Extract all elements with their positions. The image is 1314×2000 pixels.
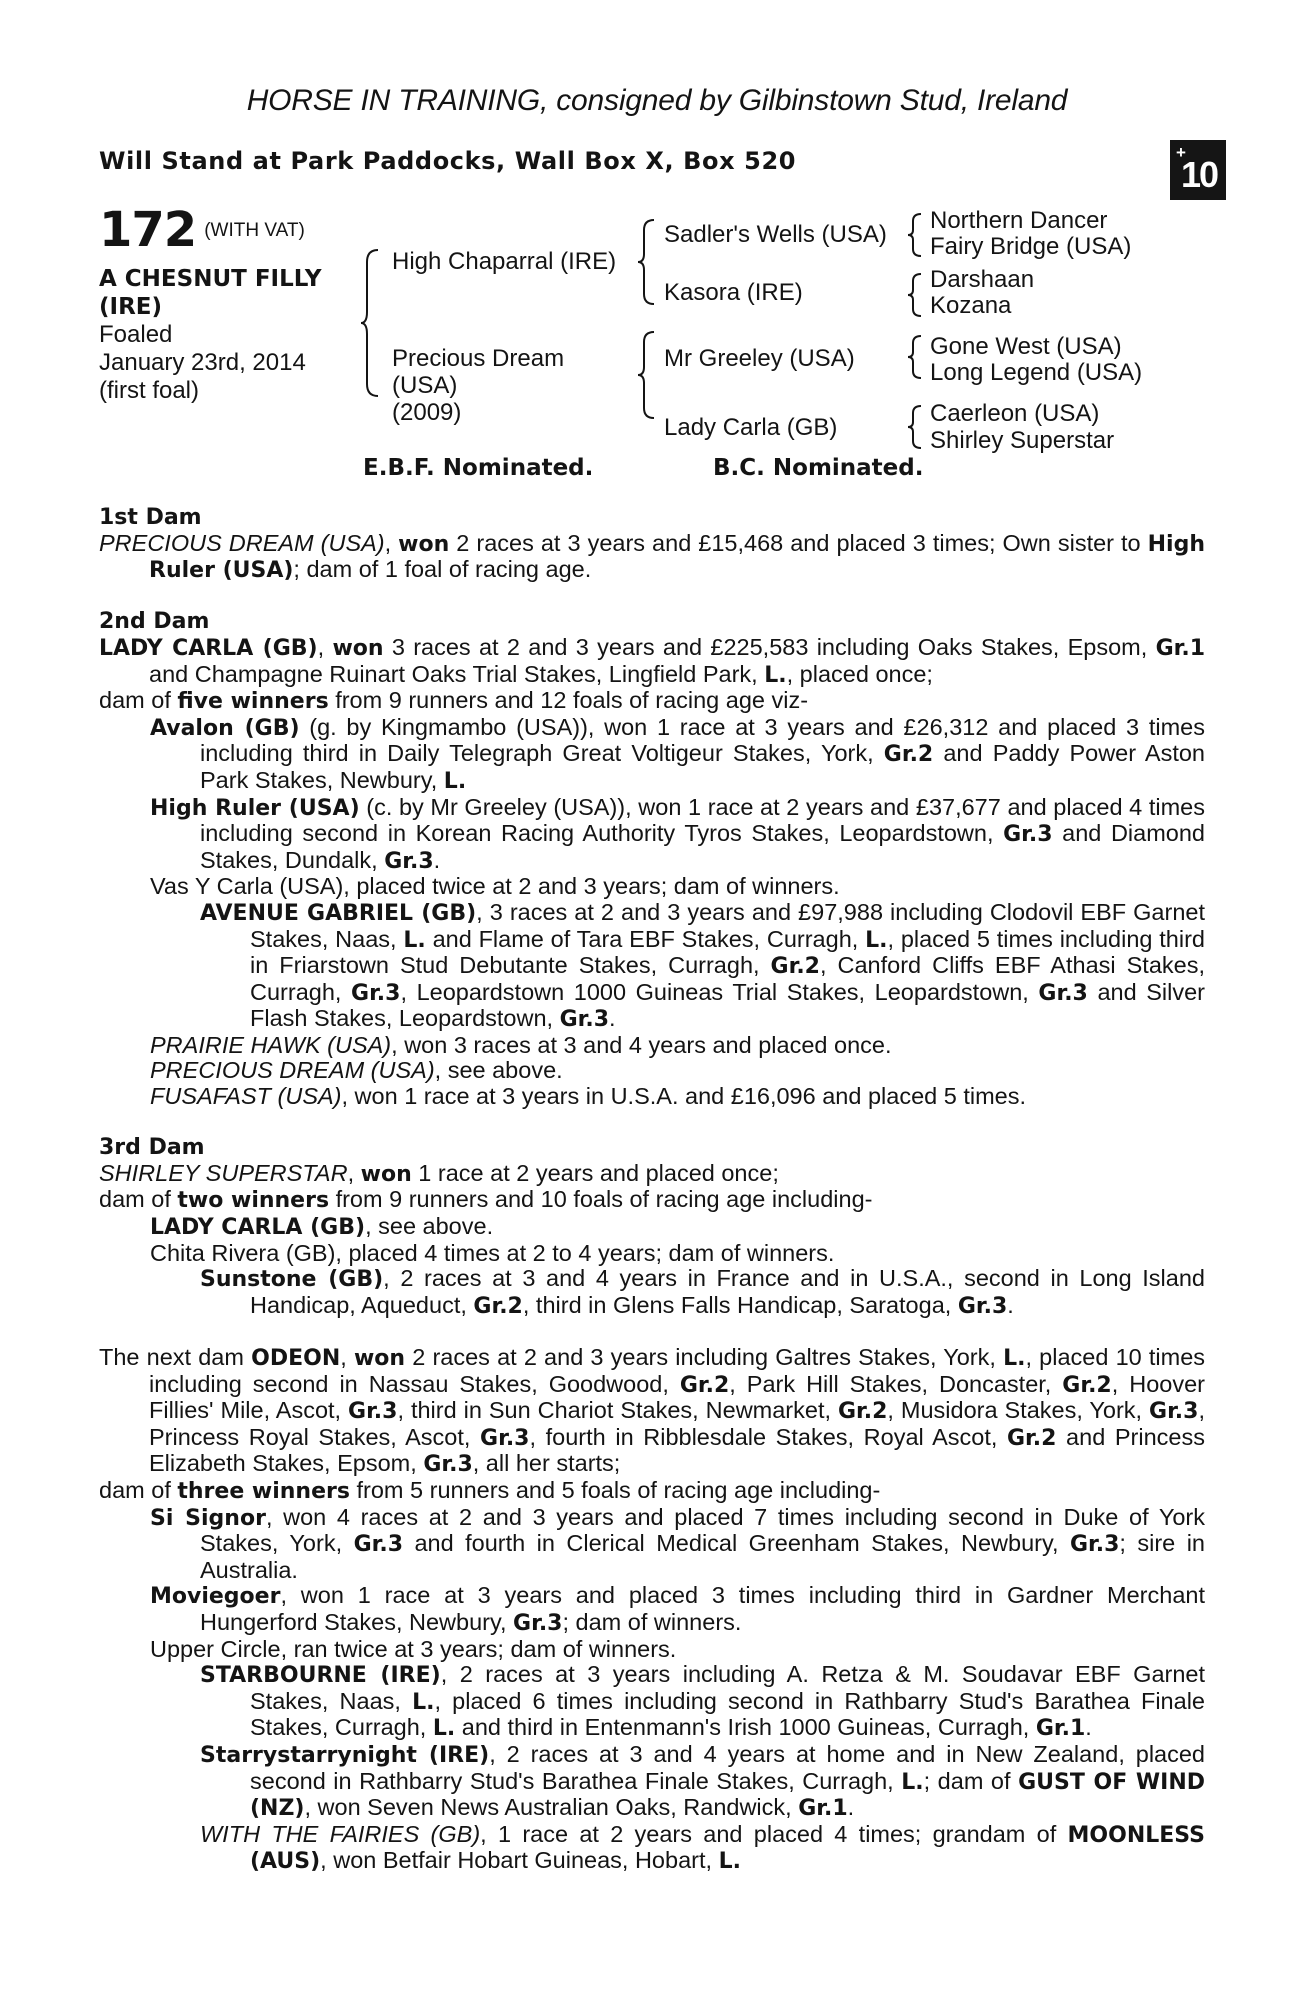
text-run: Moviegoer	[150, 1584, 281, 1610]
produce-high-ruler	[99, 795, 1205, 875]
pedigree-brace-sd	[906, 272, 924, 318]
pedigree-dam-sire: Mr Greeley (USA)	[664, 345, 855, 372]
pedigree-ssd: Fairy Bridge (USA)	[930, 233, 1132, 260]
text-run: Gr.3	[353, 1532, 403, 1558]
text-run: Si Signor	[150, 1505, 266, 1531]
text-run: 3 races at 2 and 3 years and £225,583 including Oaks Stakes, Epsom,	[383, 633, 1156, 660]
text-run: Gr.3	[1003, 822, 1053, 848]
produce-precious-dream	[99, 1058, 1205, 1084]
second-dam-heading: 2nd Dam	[99, 609, 210, 635]
text-run: L.	[443, 768, 467, 794]
text-run: L.	[432, 1716, 456, 1742]
text-run: , 2 races at 3 and 4 years at home and in New Zealand, placed second in Rathbarry Stud's Barathea Finale Stakes, Curragh,	[250, 1740, 1206, 1794]
pedigree-dam-line2: (USA)	[392, 372, 458, 399]
text-run: L.	[901, 1769, 924, 1795]
pedigree-sdd: Kozana	[930, 292, 1012, 319]
stand-location: Will Stand at Park Paddocks, Wall Box X, Box 520	[99, 147, 797, 175]
text-run: Gr.3	[480, 1425, 530, 1451]
produce-si-signor	[99, 1505, 1205, 1584]
next-dam-produce-summary	[99, 1478, 1205, 1505]
badge-plus: +	[1176, 143, 1186, 162]
text-run: and Flame of Tara EBF Stakes, Curragh,	[425, 925, 866, 952]
second-dam-entry	[99, 635, 1205, 688]
text-run: Gr.3	[423, 1452, 473, 1478]
text-run: from 9 runners and 12 foals of racing age viz-	[328, 687, 809, 714]
text-run: Gr.2	[837, 1399, 888, 1425]
first-dam-entry	[99, 531, 1205, 584]
pedigree-brace-dam	[636, 330, 658, 420]
text-run: Gr.3	[559, 1007, 610, 1033]
produce-fusafast	[99, 1084, 1205, 1110]
text-run: ,	[347, 1159, 361, 1186]
text-run: won	[360, 1161, 412, 1187]
third-dam-heading: 3rd Dam	[99, 1135, 205, 1161]
ebf-nominated: E.B.F. Nominated.	[363, 455, 594, 481]
text-run: three winners	[177, 1478, 350, 1504]
text-run: Gr.3	[957, 1293, 1008, 1319]
text-run: ,	[317, 633, 333, 660]
pedigree-sire: High Chaparral (IRE)	[392, 248, 617, 275]
text-run: and fourth in Clerical Medical Greenham Stakes, Newbury,	[403, 1530, 1070, 1557]
text-run: High Ruler (USA)	[149, 531, 1205, 584]
text-run: L.	[412, 1689, 435, 1715]
foaled-date: January 23rd, 2014	[99, 349, 306, 376]
pedigree-brace-sire	[636, 218, 658, 306]
text-run: .	[1085, 1714, 1092, 1741]
pedigree-dam-dam: Lady Carla (GB)	[664, 414, 838, 441]
text-run: Gr.3	[348, 1399, 398, 1425]
text-run: (g. by Kingmambo (USA)), won 1 race at 3 years and £26,312 and placed 3 times including third in Daily Telegraph Great Voltigeur Stakes, York,	[200, 713, 1205, 767]
text-run: , fourth in Ribblesdale Stakes, Royal Ascot,	[529, 1423, 1007, 1450]
text-run: , 2 races at 3 years including A. Retza & M. Soudavar EBF Garnet Stakes, Naas,	[250, 1661, 1206, 1714]
text-run: , won Betfair Hobart Guineas, Hobart,	[320, 1847, 719, 1874]
bc-nominated: B.C. Nominated.	[713, 455, 924, 481]
text-run: and third in Entenmann's Irish 1000 Guineas, Curragh,	[455, 1714, 1036, 1741]
text-run: MOONLESS (AUS)	[250, 1822, 1205, 1875]
text-run: , won 3 races at 3 and 4 years and placed once.	[391, 1031, 892, 1058]
third-dam-produce-summary	[99, 1187, 1205, 1214]
produce-starbourne	[99, 1662, 1205, 1742]
text-run: Gr.2	[473, 1293, 523, 1319]
pedigree-sire-sire: Sadler's Wells (USA)	[664, 221, 887, 248]
pedigree-dds: Caerleon (USA)	[930, 400, 1100, 427]
text-run: 1 race at 2 years and placed once;	[411, 1159, 779, 1186]
text-run: PRAIRIE HAWK (USA)	[150, 1031, 392, 1058]
text-run: Gr.3	[351, 980, 401, 1006]
text-run: , Leopardstown 1000 Guineas Trial Stakes, Leopardstown,	[400, 978, 1039, 1005]
text-run: ; dam of	[923, 1767, 1019, 1794]
text-run: Gr.3	[1149, 1399, 1199, 1425]
text-run: , all her starts;	[472, 1450, 621, 1477]
text-run: , third in Sun Chariot Stakes, Newmarket,	[397, 1397, 838, 1424]
text-run: , won Seven News Australian Oaks, Randwick,	[304, 1794, 799, 1821]
pedigree-brace-dd	[906, 404, 924, 450]
text-run: Vas Y Carla (USA), placed twice at 2 and 3 years; dam of winners.	[150, 873, 840, 900]
text-run: STARBOURNE (IRE)	[200, 1663, 441, 1689]
first-dam-heading: 1st Dam	[99, 505, 202, 530]
text-run: and Paddy Power Aston Park Stakes, Newbury,	[200, 740, 1205, 793]
badge-number: 10	[1181, 154, 1218, 195]
foal-note: (first foal)	[99, 377, 200, 404]
text-run: , Musidora Stakes, York,	[887, 1397, 1150, 1424]
produce-vas-y-carla	[99, 874, 1205, 900]
text-run: Gr.2	[770, 954, 820, 980]
text-run: ; sire in Australia.	[200, 1530, 1205, 1583]
text-run: , won 1 race at 3 years in U.S.A. and £16,096 and placed 5 times.	[341, 1083, 1027, 1110]
text-run: PRECIOUS DREAM (USA)	[150, 1057, 435, 1084]
text-run: and Silver Flash Stakes, Leopardstown,	[250, 978, 1205, 1032]
text-run: , won 1 race at 3 years and placed 3 times including third in Gardner Merchant Hungerford Stakes, Newbury,	[200, 1582, 1205, 1635]
pedigree-dam	[392, 345, 564, 426]
text-run: Starrystarrynight (IRE)	[200, 1742, 490, 1768]
text-run: .	[433, 846, 441, 873]
produce-sunstone	[99, 1266, 1205, 1319]
pedigree-dsd: Long Legend (USA)	[930, 359, 1143, 386]
text-run: High Ruler (USA)	[150, 795, 360, 821]
text-run: , placed 6 times including second in Rathbarry Stud's Barathea Finale Stakes, Curragh,	[250, 1687, 1205, 1741]
text-run: from 5 runners and 5 foals of racing age including-	[349, 1476, 881, 1503]
text-run: , Canford Cliffs EBF Athasi Stakes, Curragh,	[250, 952, 1205, 1005]
horse-description-line1: A CHESNUT FILLY	[99, 266, 322, 292]
pedigree-brace-main	[360, 248, 384, 398]
pedigree-sss: Northern Dancer	[930, 207, 1108, 234]
text-run: ; dam of winners.	[562, 1608, 742, 1635]
text-run: , placed once;	[786, 660, 933, 687]
text-run: dam of	[99, 1476, 178, 1503]
pedigree-dam-line1: Precious Dream	[392, 345, 565, 372]
third-dam-entry	[99, 1161, 1205, 1188]
next-dam-entry	[99, 1345, 1205, 1478]
text-run: L.	[764, 662, 787, 688]
text-run: and Champagne Ruinart Oaks Trial Stakes, Lingfield Park,	[149, 660, 765, 687]
text-run: L.	[865, 927, 888, 953]
text-run: Gr.1	[798, 1796, 848, 1822]
produce-chita-rivera	[99, 1241, 1205, 1267]
text-run: 2 races at 2 and 3 years including Galtres Stakes, York,	[405, 1344, 1004, 1370]
pedigree-sire-dam: Kasora (IRE)	[664, 279, 803, 306]
second-dam-produce-summary	[99, 688, 1205, 715]
text-run: won	[398, 531, 450, 557]
text-run: ; dam of 1 foal of racing age.	[293, 556, 592, 583]
text-run: , won 4 races at 2 and 3 years and placed 7 times including second in Duke of York Stakes, York,	[200, 1503, 1205, 1557]
text-run: L.	[1003, 1346, 1026, 1371]
text-run: , placed 10 times including second in Nassau Stakes, Goodwood,	[149, 1344, 1206, 1397]
text-run: Gr.2	[1007, 1425, 1057, 1451]
text-run: Gr.3	[513, 1610, 563, 1636]
text-run: FUSAFAST (USA)	[150, 1083, 342, 1110]
text-run: WITH THE FAIRIES (GB)	[200, 1820, 481, 1847]
text-run: .	[1007, 1291, 1014, 1318]
text-run: LADY CARLA (GB)	[150, 1215, 366, 1241]
text-run: , 3 races at 2 and 3 years and £97,988 including Clodovil EBF Garnet Stakes, Naas,	[250, 898, 1205, 952]
lot-number: 172	[99, 202, 197, 258]
text-run: .	[847, 1794, 855, 1821]
text-run: , Princess Royal Stakes, Ascot,	[149, 1397, 1205, 1450]
lot-info	[99, 202, 322, 405]
pedigree-brace-ss	[906, 212, 924, 258]
text-run: Avalon (GB)	[150, 715, 300, 741]
text-run: dam of	[99, 1186, 178, 1213]
text-run: ,	[340, 1344, 354, 1370]
vat-note: (WITH VAT)	[204, 220, 305, 241]
text-run: Sunstone (GB)	[200, 1267, 384, 1293]
text-run: and Princess Elizabeth Stakes, Epsom,	[149, 1423, 1205, 1477]
text-run: 2 races at 3 years and £15,468 and placed 3 times; Own sister to	[449, 529, 1148, 556]
text-run: ,	[384, 529, 399, 556]
text-run: two winners	[177, 1188, 330, 1214]
text-run: , Park Hill Stakes, Doncaster,	[729, 1370, 1063, 1397]
text-run: from 9 runners and 10 foals of racing age including-	[329, 1186, 873, 1213]
produce-prairie-hawk	[99, 1033, 1205, 1059]
produce-moviegoer	[99, 1583, 1205, 1636]
produce-with-the-fairies	[99, 1822, 1205, 1875]
pedigree-sds: Darshaan	[930, 266, 1035, 293]
lot-badge	[1170, 140, 1226, 200]
text-run: , 2 races at 3 and 4 years in France and in U.S.A., second in Long Island Handicap, Aqueduct,	[250, 1265, 1205, 1318]
text-run: .	[609, 1005, 616, 1032]
foaled-label: Foaled	[99, 321, 173, 348]
text-run: Gr.1	[1035, 1716, 1086, 1742]
produce-avenue-gabriel	[99, 900, 1205, 1033]
text-run: ODEON	[251, 1346, 341, 1371]
produce-avalon	[99, 715, 1205, 795]
text-run: GUST OF WIND (NZ)	[250, 1769, 1206, 1822]
produce-lady-carla	[99, 1214, 1205, 1241]
horse-description-line2: (IRE)	[99, 294, 163, 320]
text-run: The next dam	[99, 1344, 252, 1370]
catalogue-body	[99, 505, 1205, 1875]
text-run: Chita Rivera (GB), placed 4 times at 2 to 4 years; dam of winners.	[150, 1239, 835, 1266]
text-run: five winners	[177, 689, 329, 715]
pedigree-dss: Gone West (USA)	[930, 333, 1122, 360]
pedigree-brace-ds	[906, 334, 924, 380]
text-run: , see above.	[365, 1213, 494, 1240]
text-run: (c. by Mr Greeley (USA)), won 1 race at 2 years and £37,677 and placed 4 times including second in Korean Racing Authority Tyros Stakes, Leopardstown,	[200, 793, 1205, 847]
text-run: Gr.3	[384, 848, 434, 874]
text-run: AVENUE GABRIEL (GB)	[200, 900, 477, 926]
produce-starrystarrynight	[99, 1742, 1205, 1822]
text-run: PRECIOUS DREAM (USA)	[99, 529, 385, 556]
text-run: SHIRLEY SUPERSTAR	[99, 1159, 348, 1186]
text-run: Upper Circle, ran twice at 3 years; dam of winners.	[150, 1635, 677, 1662]
text-run: dam of	[99, 687, 178, 714]
text-run: Gr.2	[679, 1372, 730, 1398]
text-run: , placed 5 times including third in Friarstown Stud Debutante Stakes, Curragh,	[250, 925, 1205, 979]
text-run: Gr.1	[1155, 635, 1205, 661]
text-run: , Hoover Fillies' Mile, Ascot,	[149, 1370, 1205, 1424]
text-run: Gr.3	[1069, 1532, 1120, 1558]
pedigree-ddd: Shirley Superstar	[930, 427, 1115, 454]
text-run: Gr.2	[883, 742, 934, 768]
text-run: won	[353, 1346, 406, 1371]
text-run: L.	[718, 1849, 741, 1875]
page-title: HORSE IN TRAINING, consigned by Gilbinstown Stud, Ireland	[246, 84, 1068, 117]
text-run: L.	[403, 927, 426, 953]
text-run: Gr.2	[1062, 1372, 1112, 1398]
horse-description	[99, 265, 322, 321]
text-run: Gr.3	[1038, 980, 1088, 1006]
text-run: and Diamond Stakes, Dundalk,	[200, 820, 1205, 873]
produce-upper-circle	[99, 1637, 1205, 1663]
text-run: , third in Glens Falls Handicap, Saratoga,	[522, 1291, 958, 1318]
pedigree-dam-line3: (2009)	[392, 399, 462, 426]
text-run: won	[332, 635, 384, 661]
text-run: , 1 race at 2 years and placed 4 times; grandam of	[480, 1820, 1068, 1847]
text-run: LADY CARLA (GB)	[99, 635, 318, 661]
text-run: , see above.	[434, 1057, 563, 1084]
